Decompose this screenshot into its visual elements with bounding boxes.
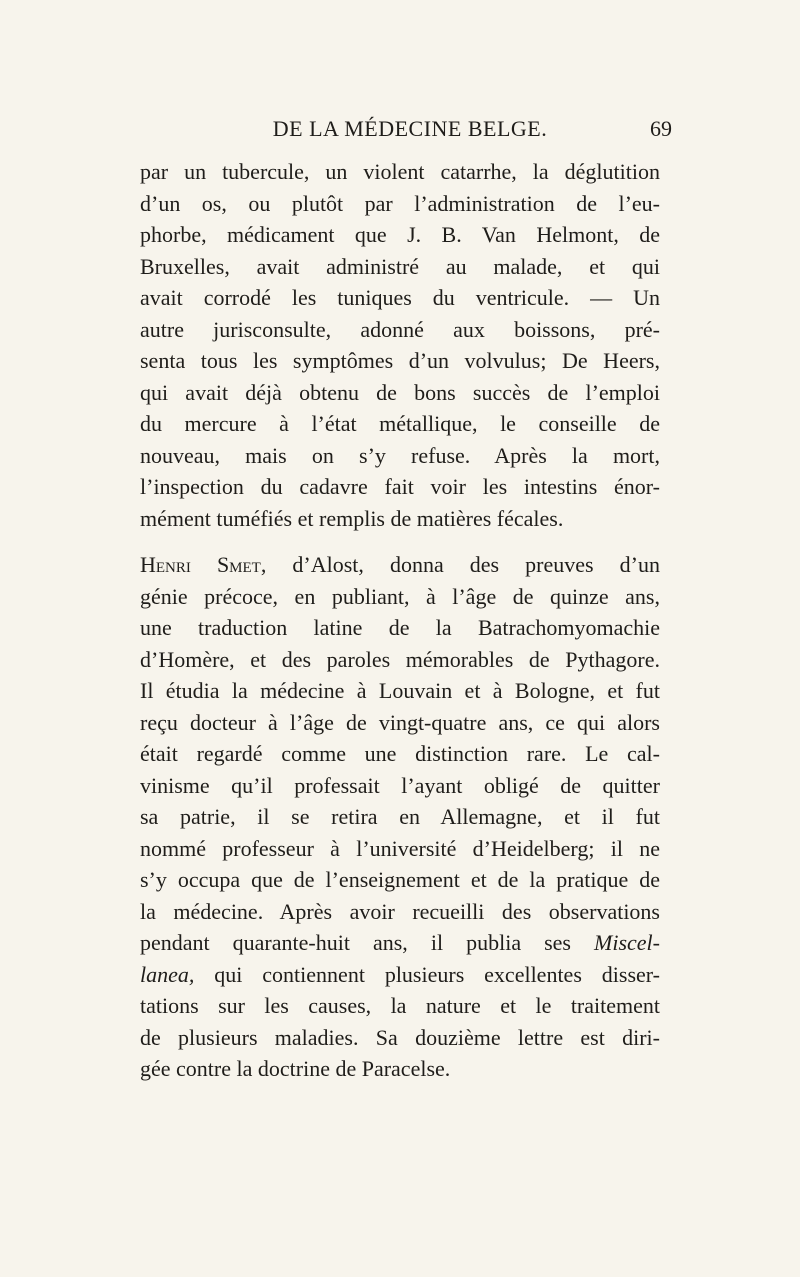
text-fragment: , d’Alost, donna des preuves d’un <box>260 552 660 577</box>
text-line-with-italic <box>140 959 660 991</box>
text-fragment: pendant quarante-huit ans, il publia ses <box>140 930 595 955</box>
text-line: mément tuméfiés et remplis de matières fécales. <box>140 505 564 531</box>
text-line: de plusieurs maladies. Sa douzième lettre est diri- <box>140 1024 660 1050</box>
text-line: du mercure à l’état métallique, le conseille de <box>140 411 660 436</box>
text-line: vinisme qu’il professait l’ayant obligé de quitter <box>140 772 660 798</box>
text-line: sa patrie, il se retira en Allemagne, et il fut <box>140 804 660 829</box>
body-text <box>140 156 660 1085</box>
text-line: la médecine. Après avoir recueilli des observations <box>140 898 660 924</box>
italic-title: Miscel- <box>594 930 660 955</box>
text-line: avait corrodé les tuniques du ventricule. — Un <box>140 285 660 310</box>
italic-title: lanea, <box>140 961 195 987</box>
paragraph-de-heers <box>140 156 660 534</box>
text-line: qui avait déjà obtenu de bons succès de l’emploi <box>140 379 660 405</box>
text-line: Il étudia la médecine à Louvain et à Bologne, et fut <box>140 678 660 703</box>
text-line: nouveau, mais on s’y refuse. Après la mort, <box>140 442 660 468</box>
text-fragment: qui contiennent plusieurs excellentes disser- <box>194 961 660 987</box>
person-name: Henri Smet <box>140 552 261 577</box>
text-line: d’Homère, et des paroles mémorables de Pythagore. <box>140 646 660 672</box>
text-line: nommé professeur à l’université d’Heidelberg; il ne <box>140 835 660 861</box>
text-line: senta tous les symptômes d’un volvulus; De Heers, <box>140 348 660 373</box>
text-line: était regardé comme une distinction rare. Le cal- <box>140 741 660 766</box>
running-head <box>160 114 672 144</box>
text-line: s’y occupa que de l’enseignement et de la pratique de <box>140 867 660 892</box>
paragraph-gap <box>140 534 660 549</box>
text-line: gée contre la doctrine de Paracelse. <box>140 1056 451 1081</box>
text-line-with-name <box>140 549 660 581</box>
text-line: une traduction latine de la Batrachomyomachie <box>140 615 660 640</box>
text-line-with-italic <box>140 927 660 959</box>
text-line: reçu docteur à l’âge de vingt-quatre ans, ce qui alors <box>140 709 660 735</box>
text-line: autre jurisconsulte, adonné aux boissons, pré- <box>140 316 660 342</box>
page-number: 69 <box>650 116 672 141</box>
paragraph-henri-smet <box>140 549 660 1085</box>
text-line: phorbe, médicament que J. B. Van Helmont, de <box>140 222 660 247</box>
text-line: d’un os, ou plutôt par l’administration de l’eu- <box>140 190 660 216</box>
text-line: génie précoce, en publiant, à l’âge de quinze ans, <box>140 583 660 609</box>
text-line: Bruxelles, avait administré au malade, et qui <box>140 253 660 279</box>
text-line: l’inspection du cadavre fait voir les intestins énor- <box>140 474 660 499</box>
running-title: DE LA MÉDECINE BELGE. <box>272 116 548 141</box>
text-line: par un tubercule, un violent catarrhe, la déglutition <box>140 159 660 184</box>
text-line: tations sur les causes, la nature et le traitement <box>140 993 660 1018</box>
